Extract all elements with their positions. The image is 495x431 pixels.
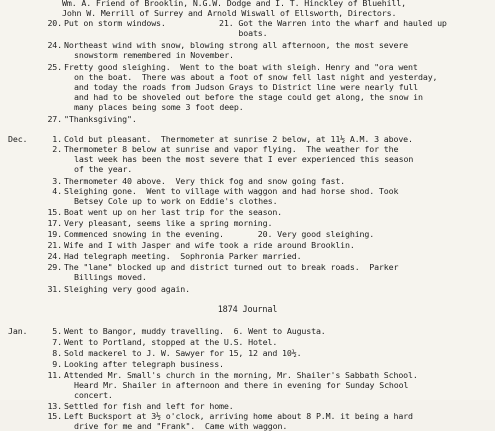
entry-text: snowstorm remembered in November. <box>74 50 234 60</box>
entry-day: 7. <box>52 337 62 347</box>
entry-text: Looking after telegraph business. <box>64 359 224 369</box>
entry-day: 19. <box>47 229 62 239</box>
entry-text: Billings moved. <box>74 272 147 282</box>
entry-day: 1. <box>52 134 62 144</box>
entry-text: Northeast wind with snow, blowing strong all afternoon, the most severe <box>64 40 409 50</box>
entry-text: Cold but pleasant. Thermometer at sunrise 2 below, at 11½ A.M. 3 above. <box>64 134 413 144</box>
entry-text: Sold mackerel to J. W. Sawyer for 15, 12 and 10½. <box>64 348 302 358</box>
entry-text: and had to be shoveled out before the stage could get along, the snow in <box>74 92 423 102</box>
journal-title: 1874 Journal <box>217 305 278 315</box>
entry-day: 31. <box>47 284 62 294</box>
entry-text: drive for me and "Frank". Came with waggon. <box>74 421 288 431</box>
entry-day: 11. <box>47 370 62 380</box>
entry-text: of the year. <box>74 164 133 174</box>
entry-day: 17. <box>47 218 62 228</box>
top-line: John W. Merrill of Surrey and Arnold Wiswall of Ellsworth, Directors. <box>62 8 397 18</box>
entry-day: 3. <box>52 176 62 186</box>
entry-day: 13. <box>47 401 62 411</box>
entry-day: 24. <box>47 40 62 50</box>
entry-text: on the boat. There was about a foot of snow fell last night and yesterday, <box>74 72 438 82</box>
entry-day: 25. <box>47 62 62 72</box>
entry-text: Went to Portland, stopped at the U.S. Hotel. <box>64 337 278 347</box>
entry-day: 29. <box>47 262 62 272</box>
entry-text: Commenced snowing in the evening. 20. Very good sleighing. <box>64 229 375 239</box>
entry-day: 15. <box>47 207 62 217</box>
entry-text: concert. <box>74 390 113 400</box>
top-line: Wm. A. Friend of Brooklin, N.G.W. Dodge and I. T. Hinckley of Bluehill, <box>62 0 407 8</box>
entry-text: Betsey Cole up to work on Eddie's clothes. <box>74 196 278 206</box>
entry-text: Settled for fish and left for home. <box>64 401 234 411</box>
entry-text: Thermometer 8 below at sunrise and vapor flying. The weather for the <box>64 144 399 154</box>
entry-day: 24. <box>47 251 62 261</box>
entry-text: last week has been the most severe that I ever experienced this season <box>74 154 414 164</box>
entry-text: Left Bucksport at 3½ o'clock, arriving home about 8 P.M. it being a hard <box>64 411 413 421</box>
entry-text: and today the roads from Judson Grays to District line were nearly full <box>74 82 419 92</box>
entry-day: 2. <box>52 144 62 154</box>
month-label: Dec. <box>8 134 28 144</box>
entry-text: Heard Mr. Shailer in afternoon and there in evening for Sunday School <box>74 380 409 390</box>
entry-text: The "lane" blocked up and district turned out to break roads. Parker <box>64 262 399 272</box>
entry-text: Sleighing very good again. <box>64 284 190 294</box>
entry-day: 21. <box>47 240 62 250</box>
entry-text: Very pleasant, seems like a spring morning. <box>64 218 273 228</box>
month-label: Jan. <box>8 326 28 336</box>
entry-day: 27. <box>47 114 62 124</box>
entry-day: 4. <box>52 186 62 196</box>
entry-day: 20. <box>47 18 62 28</box>
entry-day: 15. <box>47 411 62 421</box>
entry-day: 9. <box>52 359 62 369</box>
entry-text: Fretty good sleighing. Went to the boat with sleigh. Henry and "ora went <box>64 62 418 72</box>
entry-text: Wife and I with Jasper and wife took a ride around Brooklin. <box>64 240 355 250</box>
entry-text: Sleighing gone. Went to village with waggon and had horse shod. Took <box>64 186 399 196</box>
entry-day: 5. <box>52 326 62 336</box>
entry-text: boats. <box>64 28 268 38</box>
entry-day: 8. <box>52 348 62 358</box>
entry-text: Went to Bangor, muddy travelling. 6. Went to Augusta. <box>64 326 326 336</box>
entry-text: Put on storm windows. 21. Got the Warren into the wharf and hauled up <box>64 18 447 28</box>
entry-text: Thermometer 40 above. Very thick fog and snow going fast. <box>64 176 346 186</box>
entry-text: "Thanksgiving". <box>64 114 137 124</box>
entry-text: many places being some 3 foot deep. <box>74 102 244 112</box>
entry-text: Attended Mr. Small's church in the morning, Mr. Shailer's Sabbath School. <box>64 370 418 380</box>
entry-text: Had telegraph meeting. Sophronia Parker married. <box>64 251 302 261</box>
entry-text: Boat went up on her last trip for the season. <box>64 207 283 217</box>
